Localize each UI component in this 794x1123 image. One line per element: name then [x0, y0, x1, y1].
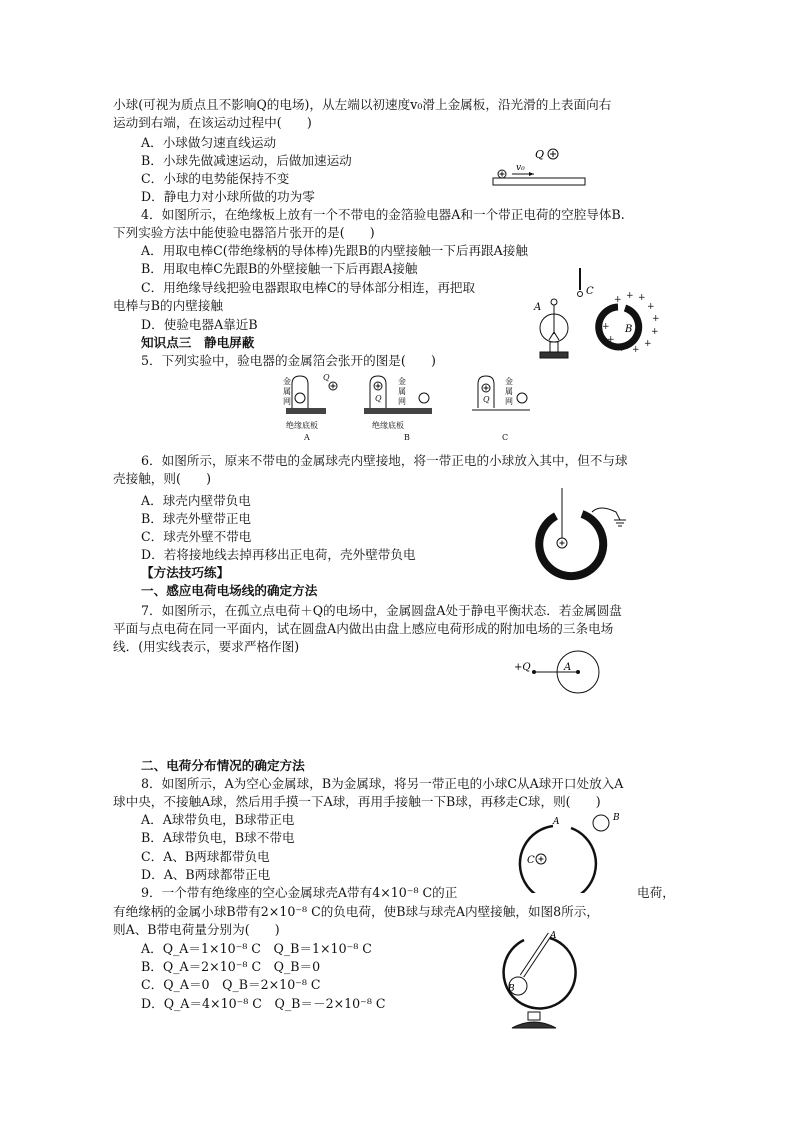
q9-option-d: D．Q_A＝4×10⁻⁸ C Q_B＝－2×10⁻⁸ C	[141, 996, 386, 1011]
q3-line1: 小球(可视为质点且不影响Q的电场)，从左端以初速度v₀滑上金属板，沿光滑的上表面向右	[113, 97, 612, 112]
q8-line1: 8．如图所示，A为空心金属球，B为金属球，将另一带正电的小球C从A球开口处放入A	[141, 776, 624, 791]
q4-fig-label-c: C	[586, 286, 594, 297]
q5-fig-b-label: B	[404, 433, 410, 442]
q6-option-d: D．若将接地线去掉再移出正电荷，壳外壁带负电	[141, 547, 416, 562]
q3-fig-label-q: Q	[535, 148, 545, 161]
svg-text:+: +	[652, 314, 660, 324]
q3-option-d: D．静电力对小球所做的功为零	[141, 189, 315, 204]
q6-option-b: B．球壳外壁带正电	[141, 511, 252, 526]
q8-option-d: D．A、B两球都带正电	[141, 867, 271, 882]
q8-option-c: C．A、B两球都带负电	[141, 849, 270, 864]
q8-option-b: B．A球带负电，B球不带电	[141, 830, 295, 845]
q3-line2: 运动到右端，在该运动过程中( )	[113, 115, 312, 130]
q9-option-c: C．Q_A＝0 Q_B＝2×10⁻⁸ C	[141, 977, 321, 992]
q3-option-a: A．小球做匀速直线运动	[141, 135, 277, 150]
q7-figure	[512, 648, 612, 696]
q9-option-b: B．Q_A＝2×10⁻⁸ C Q_B＝0	[141, 959, 321, 974]
svg-text:网: 网	[505, 397, 513, 406]
q6-figure	[520, 486, 640, 581]
q8-fig-label-b: B	[613, 813, 620, 823]
q4-fig-label-a: A	[534, 302, 542, 313]
svg-text:网: 网	[283, 397, 291, 406]
q4-figure	[522, 262, 662, 366]
q8-figure	[495, 808, 635, 893]
svg-text:属: 属	[505, 387, 513, 396]
svg-text:+: +	[638, 293, 646, 303]
svg-text:属: 属	[398, 387, 406, 396]
q5-fig-a-base: 绝缘底板	[286, 421, 318, 430]
q6-option-c: C．球壳外壁不带电	[141, 529, 252, 544]
q9-line1a: 9．一个带有绝缘座的空心金属球壳A带有4×10⁻⁸ C的正	[141, 885, 458, 900]
q6-line1: 6．如图所示，原来不带电的金属球壳内壁接地，将一带正电的小球放入其中，但不与球	[141, 453, 628, 468]
svg-text:Q: Q	[483, 395, 490, 404]
q4-option-b: B．用取电棒C先跟B的外壁接触一下后再跟A接触	[141, 261, 418, 276]
svg-text:+: +	[626, 291, 634, 301]
section-3-title: 知识点三 静电屏蔽	[141, 335, 255, 350]
q5-fig-c-label: C	[502, 433, 509, 442]
q8-option-a: A．A球带负电，B球带正电	[141, 812, 295, 827]
q4-option-c-line1: C．用绝缘导线把验电器跟取电棒C的导体部分相连，再把取	[141, 280, 476, 295]
q7-fig-label-q: +Q	[514, 662, 531, 673]
q9-line3: 则A、B带电荷量分别为( )	[113, 922, 280, 937]
q4-line1: 4．如图所示，在绝缘板上放有一个不带电的金箔验电器A和一个带正电荷的空腔导体B.	[141, 207, 625, 222]
q5-figure	[272, 368, 532, 448]
svg-text:+: +	[607, 335, 615, 345]
q4-option-d: D．使验电器A靠近B	[141, 317, 258, 332]
q4-option-a: A．用取电棒C(带绝缘柄的导体棒)先跟B的内壁接触一下后再跟A接触	[141, 243, 528, 258]
svg-text:+: +	[602, 322, 610, 332]
svg-text:属: 属	[283, 387, 291, 396]
q4-line2: 下列实验方法中能使验电器箔片张开的是( )	[113, 225, 375, 240]
q5-line1: 5．下列实验中，验电器的金属箔会张开的图是( )	[141, 353, 436, 368]
q5-fig-a-q: Q	[323, 373, 330, 382]
svg-text:+: +	[618, 344, 626, 354]
q5-fig-b-base: 绝缘底板	[372, 421, 404, 430]
q5-fig-a-label: A	[304, 433, 310, 442]
q7-fig-label-a: A	[564, 662, 572, 673]
q8-fig-label-a: A	[553, 817, 560, 827]
q7-line2: 平面与点电荷在同一平面内，试在圆盘A内做出由盘上感应电荷形成的附加电场的三条电场	[113, 621, 614, 636]
svg-text:+: +	[603, 308, 611, 318]
svg-text:Q: Q	[375, 394, 382, 403]
q9-line1b: 电荷，	[637, 885, 675, 900]
q3-fig-label-v: v₀	[516, 163, 525, 173]
q8-line2: 球中央，不接触A球，然后用手摸一下A球，再用手接触一下B球，再移走C球，则( )	[113, 794, 601, 809]
q9-option-a: A．Q_A＝1×10⁻⁸ C Q_B＝1×10⁻⁸ C	[141, 941, 372, 956]
q9-line2: 有绝缘柄的金属小球B带有2×10⁻⁸ C的负电荷，使B球与球壳A内壁接触，如图8所示，	[113, 904, 599, 919]
svg-text:网: 网	[398, 397, 406, 406]
svg-text:+: +	[632, 345, 640, 355]
method-section-1-title: 一、感应电荷电场线的确定方法	[141, 583, 318, 598]
q5-fig-a-net-1: 金	[283, 377, 291, 386]
svg-text:+: +	[644, 339, 652, 349]
q9-figure	[492, 928, 602, 1033]
q9-fig-label-a: A	[550, 931, 557, 941]
svg-text:+: +	[647, 302, 655, 312]
q4-option-c-line2: 电棒与B的内壁接触	[113, 298, 224, 313]
q8-fig-label-c: C	[527, 855, 535, 866]
q3-option-c: C．小球的电势能保持不变	[141, 171, 290, 186]
q6-option-a: A．球壳内壁带负电	[141, 493, 251, 508]
svg-text:+: +	[614, 295, 622, 305]
q7-line3: 线．(用实线表示，要求严格作图)	[113, 639, 300, 654]
q9-fig-label-b: B	[508, 984, 515, 994]
q3-option-b: B．小球先做减速运动，后做加速运动	[141, 153, 352, 168]
q7-line1: 7．如图所示，在孤立点电荷＋Q的电场中，金属圆盘A处于静电平衡状态．若金属圆盘	[141, 603, 622, 618]
q4-fig-label-b: B	[625, 324, 633, 335]
q3-figure	[488, 140, 588, 190]
svg-text:金: 金	[505, 377, 513, 386]
method-section-2-title: 二、电荷分布情况的确定方法	[141, 758, 305, 773]
q6-line2: 壳接触，则( )	[113, 471, 211, 486]
method-heading: 【方法技巧练】	[141, 565, 230, 580]
svg-text:+: +	[651, 327, 659, 337]
svg-text:金: 金	[398, 377, 406, 386]
